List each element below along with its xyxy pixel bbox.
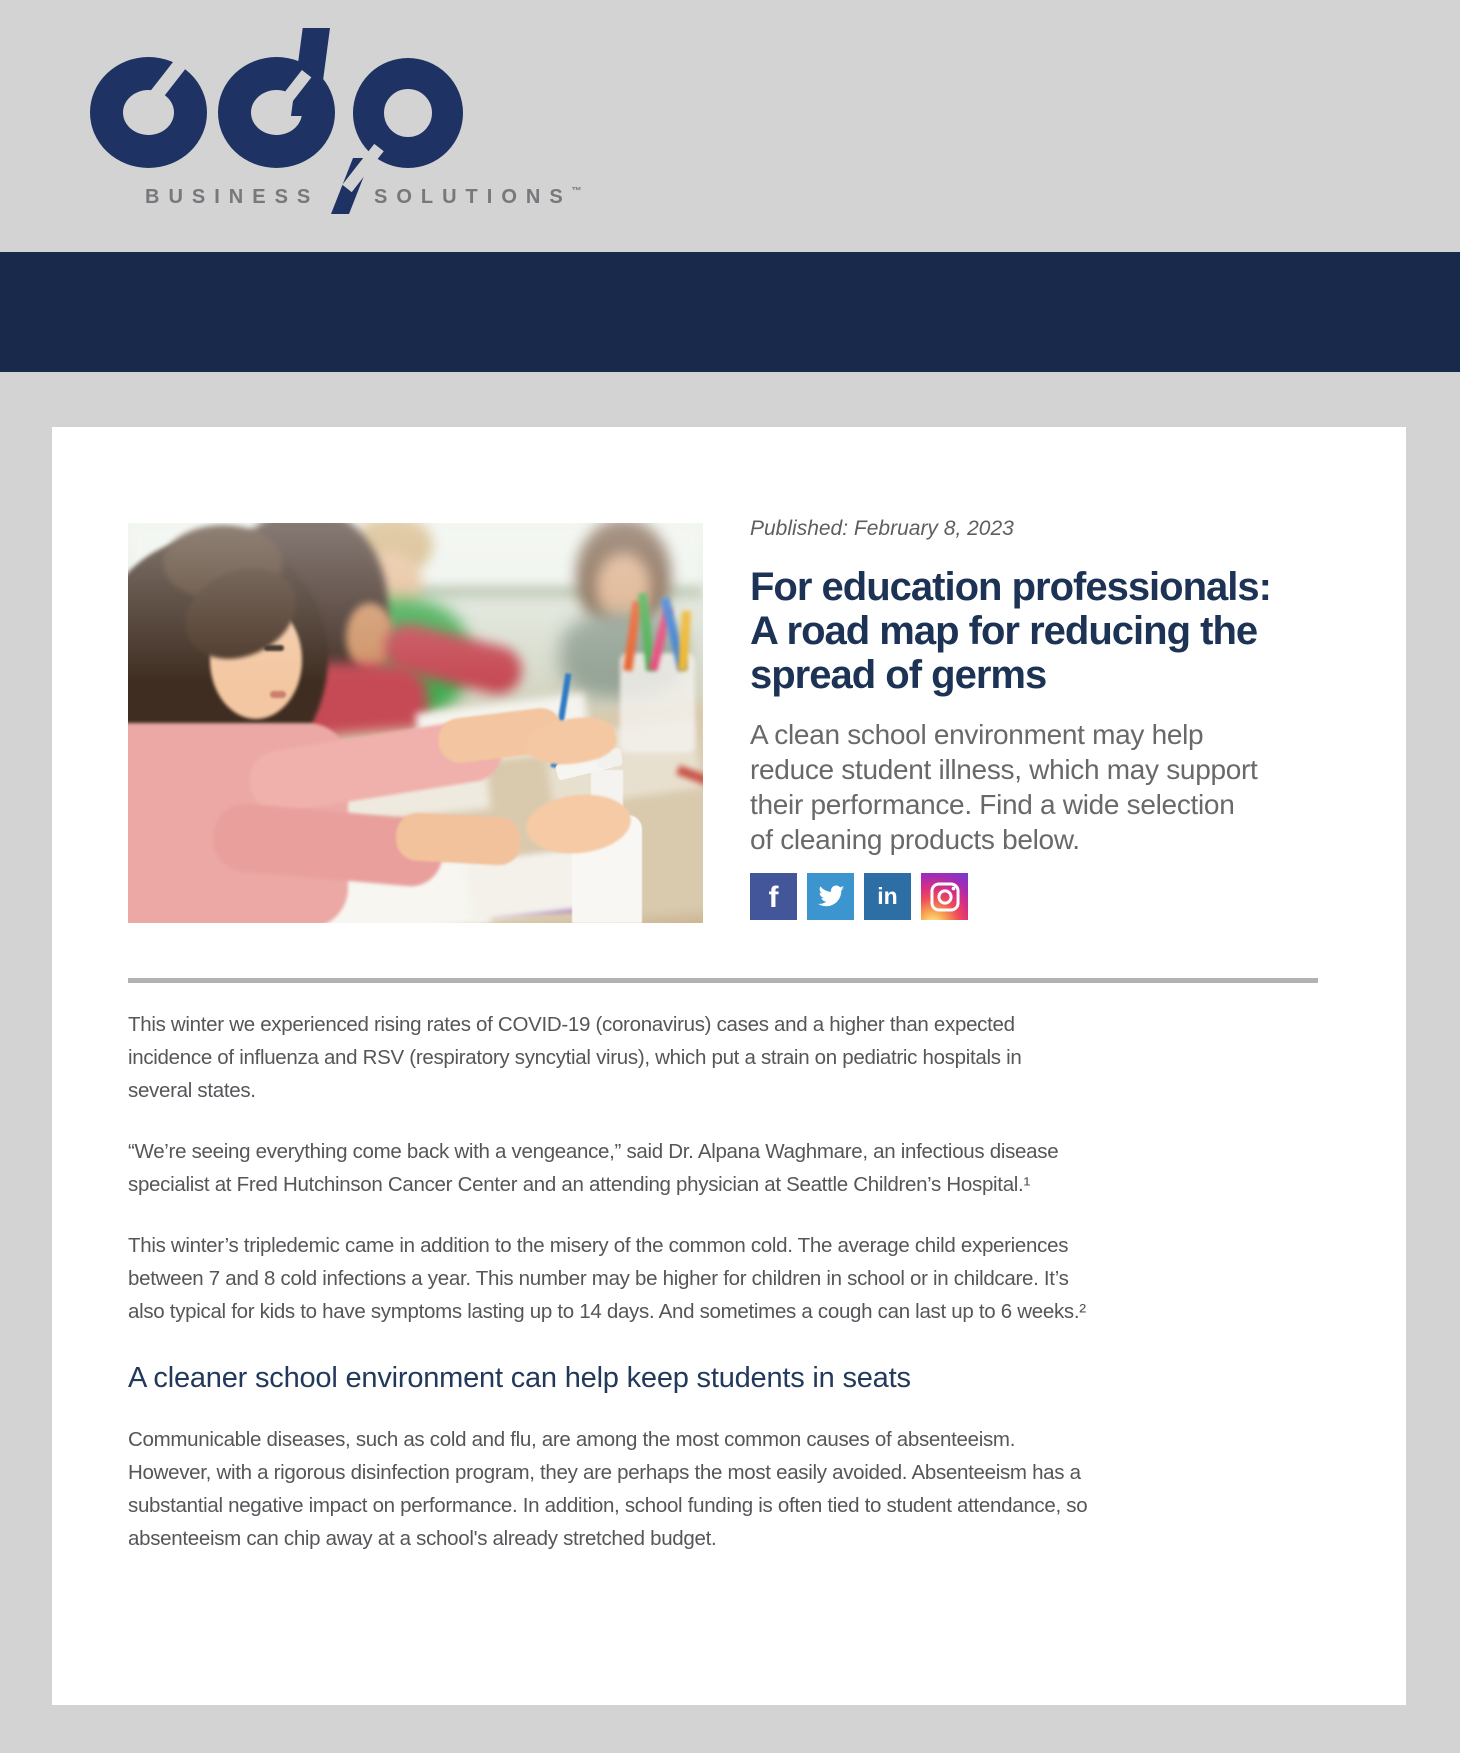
social-share-row bbox=[750, 873, 1336, 920]
article-intro-line: A clean school environment may help bbox=[750, 719, 1204, 750]
article-intro bbox=[750, 717, 1336, 857]
instagram-share-button[interactable] bbox=[921, 873, 968, 920]
section-divider bbox=[128, 978, 1318, 983]
article-intro-line: their performance. Find a wide selection bbox=[750, 789, 1235, 820]
odp-logo bbox=[88, 26, 608, 221]
linkedin-icon: in bbox=[877, 883, 898, 909]
article-intro-line: reduce student illness, which may support bbox=[750, 754, 1258, 785]
body-paragraph: This winter we experienced rising rates of COVID-19 (coronavirus) cases and a higher than expected incidence of influenza and RSV (respiratory syncytial virus), which put a strain on pediatric hospitals in several states. bbox=[128, 1013, 1022, 1102]
article-title-line: spread of germs bbox=[750, 653, 1047, 697]
article-title-line: A road map for reducing the bbox=[750, 609, 1258, 653]
photo-light-glare bbox=[128, 523, 703, 683]
article-card bbox=[52, 427, 1406, 1705]
body-paragraph: Communicable diseases, such as cold and flu, are among the most common causes of absenteeism. However, with a rigorous disinfection program, they are perhaps the most easily avoided. Absenteeism has a substantial negative impact on performance. In addition, school funding is often tied to student attendance, so absenteeism can chip away at a school's already stretched budget. bbox=[128, 1428, 1088, 1550]
logo-caption-solutions-text: SOLUTIONS bbox=[374, 186, 572, 208]
published-date: Published: February 8, 2023 bbox=[750, 517, 1014, 540]
photo-foreground-girl-mouth bbox=[270, 691, 286, 698]
body-paragraph: This winter’s tripledemic came in addition to the misery of the common cold. The average child experiences between 7 and 8 cold infections a year. This number may be higher for children in school or in childcare. It’s also typical for kids to have symptoms lasting up to 14 days. And sometimes a cough can last up to 6 weeks.² bbox=[128, 1234, 1086, 1323]
twitter-bird-icon bbox=[817, 885, 845, 909]
facebook-icon: f bbox=[768, 880, 779, 914]
logo-letter-o bbox=[90, 57, 207, 168]
logo-notch bbox=[342, 144, 383, 192]
logo-caption-business: BUSINESS bbox=[145, 186, 320, 208]
section-heading: A cleaner school environment can help keep students in seats bbox=[128, 1362, 911, 1394]
article-photo-children-using-hand-sanitizer bbox=[128, 523, 703, 923]
photo-lower-forearm bbox=[395, 812, 522, 866]
body-paragraph: “We’re seeing everything come back with a vengeance,” said Dr. Alpana Waghmare, an infectious disease specialist at Fred Hutchinson Cancer Center and an attending physician at Seattle Children’s Hospital.¹ bbox=[128, 1140, 1059, 1196]
twitter-share-button[interactable] bbox=[807, 873, 854, 920]
article-title-line: For education professionals: bbox=[750, 565, 1271, 609]
header bbox=[0, 0, 1460, 252]
facebook-share-button[interactable] bbox=[750, 873, 797, 920]
instagram-camera-icon bbox=[928, 880, 962, 914]
article-header-row bbox=[128, 517, 1336, 923]
trademark-symbol: ™ bbox=[571, 186, 583, 197]
article-intro-line: of cleaning products below. bbox=[750, 824, 1080, 855]
navy-brand-band bbox=[0, 252, 1460, 372]
article-title bbox=[750, 565, 1336, 697]
article-body bbox=[128, 1008, 1088, 1555]
linkedin-share-button[interactable] bbox=[864, 873, 911, 920]
logo-caption-solutions bbox=[374, 186, 583, 209]
headline-column bbox=[750, 517, 1336, 923]
